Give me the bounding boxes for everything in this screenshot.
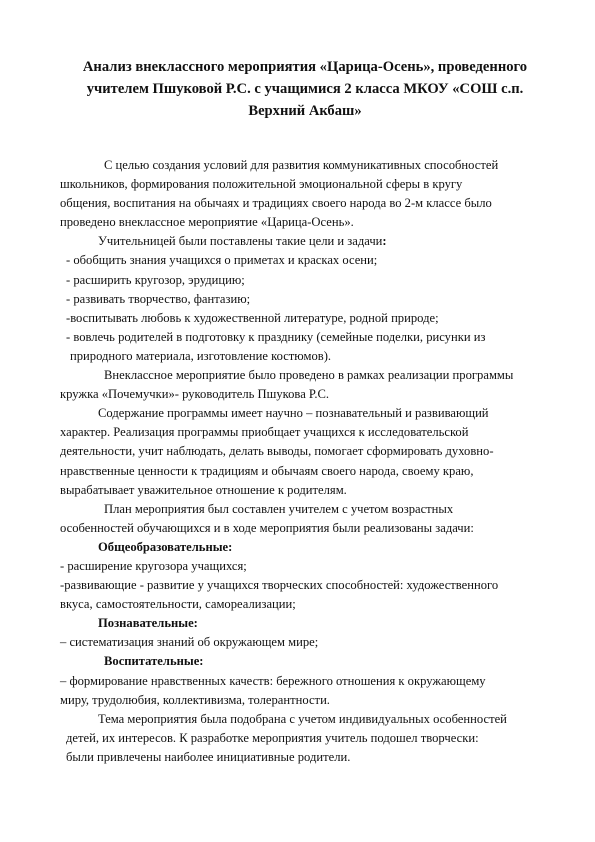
list-item: -воспитывать любовь к художественной литературе, родной природе; bbox=[66, 310, 439, 325]
list-item: природного материала, изготовление костюмов). bbox=[70, 348, 332, 363]
section-heading: Общеобразовательные: bbox=[98, 539, 233, 554]
list-item: - расширить кругозор, эрудицию; bbox=[66, 272, 245, 287]
title-line-3: Верхний Акбаш» bbox=[248, 103, 362, 119]
list-item: миру, трудолюбия, коллективизма, толерантности. bbox=[60, 692, 330, 707]
title-line-2: учителем Пшуковой Р.С. с учащимися 2 класса МКОУ «СОШ с.п. bbox=[86, 81, 524, 97]
list-item: вкуса, самостоятельности, самореализации; bbox=[60, 597, 296, 612]
paragraph-line: Тема мероприятия была подобрана с учетом индивидуальных особенностей bbox=[98, 711, 507, 726]
section-heading: Воспитательные: bbox=[104, 654, 204, 669]
paragraph-line: деятельности, учит наблюдать, делать выводы, помогает сформировать духовно- bbox=[60, 444, 494, 459]
list-item: - обобщить знания учащихся о приметах и красках осени; bbox=[66, 253, 378, 268]
paragraph-line: Внеклассное мероприятие было проведено в рамках реализации программы bbox=[104, 368, 514, 383]
list-item: - расширение кругозора учащихся; bbox=[60, 558, 247, 573]
list-item: -развивающие - развитие у учащихся творческих способностей: художественного bbox=[60, 578, 499, 593]
paragraph-line: детей, их интересов. К разработке мероприятия учитель подошел творчески: bbox=[66, 730, 479, 745]
goals-intro-colon: : bbox=[382, 234, 387, 249]
paragraph-line: общения, воспитания на обычаях и традициях своего народа во 2-м классе было bbox=[60, 196, 492, 211]
section-heading: Познавательные: bbox=[98, 616, 198, 631]
paragraph-line: были привлечены наиболее инициативные родители. bbox=[66, 749, 351, 764]
document-title bbox=[60, 56, 550, 122]
list-item: - развивать творчество, фантазию; bbox=[66, 291, 251, 306]
paragraph-line: школьников, формирования положительной эмоциональной сферы в кругу bbox=[60, 177, 463, 192]
paragraph-line: Содержание программы имеет научно – познавательный и развивающий bbox=[98, 406, 489, 421]
paragraph-line: вырабатывает уважительное отношение к родителям. bbox=[60, 482, 347, 497]
paragraph-line bbox=[60, 232, 560, 251]
list-item: – формирование нравственных качеств: бережного отношения к окружающему bbox=[60, 673, 486, 688]
goals-intro-text: Учительницей были поставлены такие цели и задачи bbox=[98, 234, 383, 249]
paragraph-line: План мероприятия был составлен учителем с учетом возрастных bbox=[104, 501, 454, 516]
paragraph-line: проведено внеклассное мероприятие «Царица-Осень». bbox=[60, 215, 354, 230]
paragraph-line: С целью создания условий для развития коммуникативных способностей bbox=[104, 158, 499, 172]
document-body bbox=[60, 156, 560, 767]
paragraph-line: особенностей обучающихся и в ходе мероприятия были реализованы задачи: bbox=[60, 520, 474, 535]
title-line-1: Анализ внеклассного мероприятия «Царица-Осень», проведенного bbox=[82, 59, 528, 75]
list-item: - вовлечь родителей в подготовку к празднику (семейные поделки, рисунки из bbox=[66, 329, 486, 344]
paragraph-line: кружка «Почемучки»- руководитель Пшукова Р.С. bbox=[60, 387, 330, 402]
paragraph-line: нравственные ценности к традициям и обычаям своего народа, своему краю, bbox=[60, 463, 474, 478]
paragraph-line: характер. Реализация программы приобщает учащихся к исследовательской bbox=[60, 425, 469, 440]
list-item: – систематизация знаний об окружающем мире; bbox=[60, 635, 319, 650]
